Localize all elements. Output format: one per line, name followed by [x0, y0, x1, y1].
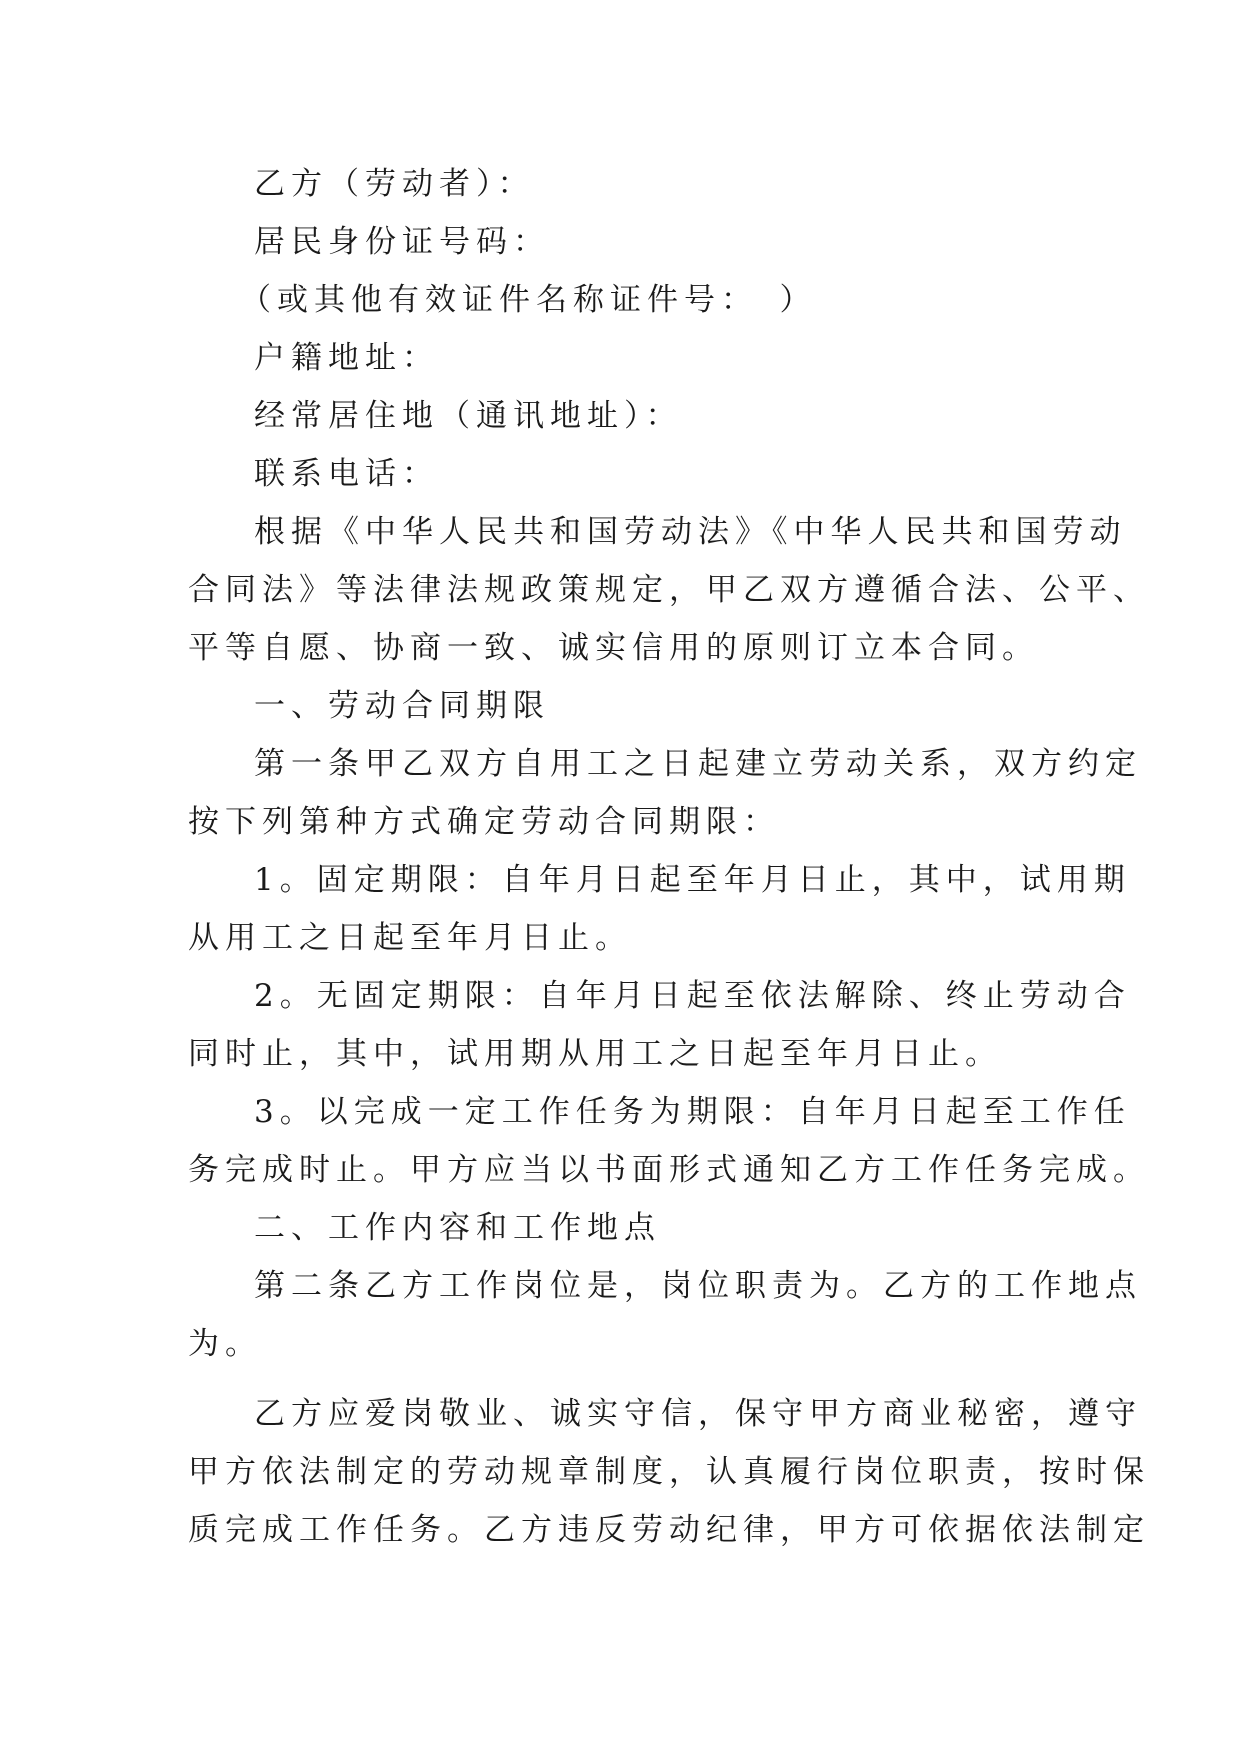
party-b-label: 乙方（劳动者）： — [254, 166, 535, 202]
section-heading-term: 一、劳动合同期限 — [254, 688, 550, 724]
section-heading-work: 二、工作内容和工作地点 — [254, 1210, 661, 1246]
preamble-line: 根据《中华人民共和国劳动法》《中华人民共和国劳动 — [254, 514, 1127, 550]
id-number-label: 居民身份证号码： — [254, 224, 550, 260]
other-id-label: （或其他有效证件名称证件号： ） — [240, 282, 817, 318]
residence-address-label: 经常居住地（通讯地址）： — [254, 398, 683, 434]
paragraph-spacer — [188, 1373, 1058, 1385]
article-2-line: 第二条乙方工作岗位是，岗位职责为。乙方的工作地点 — [254, 1268, 1142, 1304]
article-2-line: 为。 — [188, 1326, 262, 1362]
household-address-label: 户籍地址： — [254, 340, 439, 376]
term-option-1-line: 1。固定期限：自年月日起至年月日止，其中，试用期 — [254, 862, 1131, 898]
article-1-line: 第一条甲乙双方自用工之日起建立劳动关系，双方约定 — [254, 746, 1142, 782]
duties-line: 乙方应爱岗敬业、诚实守信，保守甲方商业秘密，遵守 — [254, 1396, 1142, 1432]
article-1-line: 按下列第种方式确定劳动合同期限： — [188, 804, 780, 840]
term-option-2-line: 同时止，其中，试用期从用工之日起至年月日止。 — [188, 1036, 1002, 1072]
document-body — [188, 155, 1150, 1559]
term-option-2-line: 2。无固定期限：自年月日起至依法解除、终止劳动合 — [254, 978, 1131, 1014]
preamble-line: 平等自愿、协商一致、诚实信用的原则订立本合同。 — [188, 630, 1039, 666]
phone-label: 联系电话： — [254, 456, 439, 492]
duties-line: 甲方依法制定的劳动规章制度，认真履行岗位职责，按时保 — [188, 1454, 1150, 1490]
term-option-3-line: 3。以完成一定工作任务为期限：自年月日起至工作任 — [254, 1094, 1131, 1130]
term-option-3-line: 务完成时止。甲方应当以书面形式通知乙方工作任务完成。 — [188, 1152, 1150, 1188]
duties-line: 质完成工作任务。乙方违反劳动纪律，甲方可依据依法制定 — [188, 1512, 1150, 1548]
preamble-line: 合同法》等法律法规政策规定，甲乙双方遵循合法、公平、 — [188, 572, 1150, 608]
term-option-1-line: 从用工之日起至年月日止。 — [188, 920, 632, 956]
